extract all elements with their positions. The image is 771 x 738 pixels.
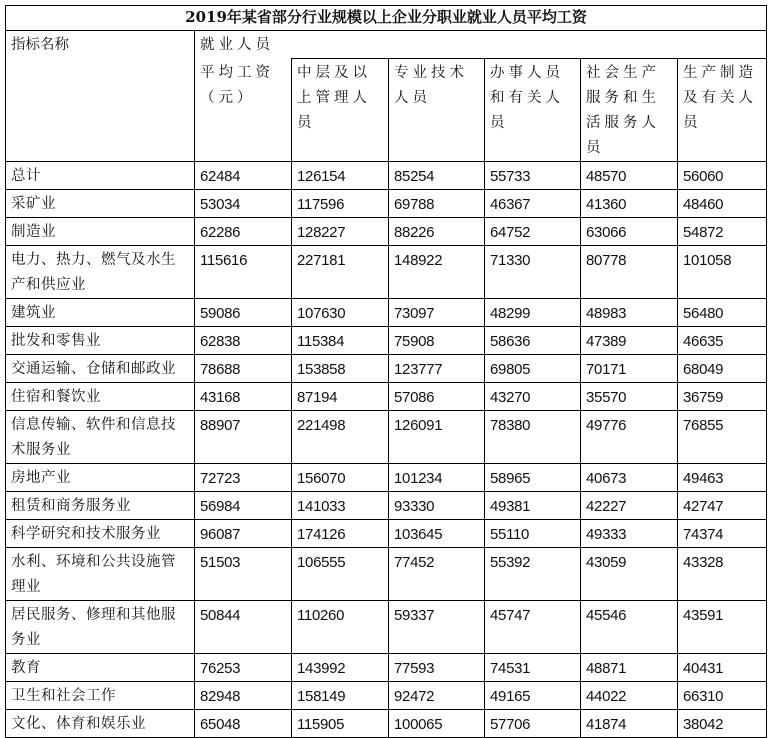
- row-name: 教育: [6, 654, 195, 682]
- row-name: 建筑业: [6, 299, 195, 327]
- row-value: 64752: [485, 218, 581, 246]
- row-value: 42747: [678, 492, 767, 520]
- row-value: 55110: [485, 520, 581, 548]
- row-value: 43168: [195, 383, 292, 411]
- table-row: [6, 682, 767, 710]
- row-name: 文化、体育和娱乐业: [6, 710, 195, 738]
- row-value: 49333: [581, 520, 678, 548]
- row-value: 45546: [581, 601, 678, 654]
- row-value: 115616: [195, 246, 292, 299]
- row-value: 76253: [195, 654, 292, 682]
- row-value: 48871: [581, 654, 678, 682]
- row-value: 101234: [389, 464, 485, 492]
- row-value: 68049: [678, 355, 767, 383]
- row-value: 46635: [678, 327, 767, 355]
- row-value: 110260: [292, 601, 389, 654]
- table-row: [6, 383, 767, 411]
- table-row: [6, 246, 767, 299]
- row-value: 46367: [485, 190, 581, 218]
- row-value: 57706: [485, 710, 581, 738]
- header-avg-wage-top-text: 就业人员: [200, 37, 274, 53]
- table-row: [6, 601, 767, 654]
- row-value: 115384: [292, 327, 389, 355]
- row-value: 51503: [195, 548, 292, 601]
- row-value: 69788: [389, 190, 485, 218]
- row-name: 交通运输、仓储和邮政业: [6, 355, 195, 383]
- row-value: 107630: [292, 299, 389, 327]
- row-value: 62484: [195, 162, 292, 190]
- row-value: 49381: [485, 492, 581, 520]
- table-row: [6, 190, 767, 218]
- row-value: 80778: [581, 246, 678, 299]
- row-value: 58636: [485, 327, 581, 355]
- table-row: [6, 355, 767, 383]
- row-value: 78380: [485, 411, 581, 464]
- row-value: 62838: [195, 327, 292, 355]
- row-name: 住宿和餐饮业: [6, 383, 195, 411]
- header-row-label: 指标名称: [6, 31, 195, 162]
- row-value: 55392: [485, 548, 581, 601]
- row-value: 63066: [581, 218, 678, 246]
- row-value: 115905: [292, 710, 389, 738]
- row-value: 174126: [292, 520, 389, 548]
- row-value: 72723: [195, 464, 292, 492]
- table-row: [6, 464, 767, 492]
- row-value: 87194: [292, 383, 389, 411]
- row-value: 74374: [678, 520, 767, 548]
- row-value: 96087: [195, 520, 292, 548]
- row-value: 47389: [581, 327, 678, 355]
- table-row: [6, 492, 767, 520]
- table-row: [6, 654, 767, 682]
- row-name: 租赁和商务服务业: [6, 492, 195, 520]
- row-value: 100065: [389, 710, 485, 738]
- header-col-production: 生产制造及有关人员: [678, 59, 767, 162]
- row-value: 92472: [389, 682, 485, 710]
- row-value: 58965: [485, 464, 581, 492]
- row-value: 69805: [485, 355, 581, 383]
- wage-table: [5, 5, 767, 738]
- row-value: 45747: [485, 601, 581, 654]
- row-value: 59086: [195, 299, 292, 327]
- header-avg-wage-top: [195, 31, 767, 59]
- table-row: [6, 162, 767, 190]
- row-value: 65048: [195, 710, 292, 738]
- row-name: 制造业: [6, 218, 195, 246]
- row-value: 82948: [195, 682, 292, 710]
- table-row: [6, 520, 767, 548]
- row-value: 71330: [485, 246, 581, 299]
- wage-table-container: [5, 5, 767, 738]
- table-row: [6, 411, 767, 464]
- row-value: 41360: [581, 190, 678, 218]
- row-name: 总计: [6, 162, 195, 190]
- row-name: 信息传输、软件和信息技术服务业: [6, 411, 195, 464]
- row-value: 43328: [678, 548, 767, 601]
- row-value: 117596: [292, 190, 389, 218]
- row-value: 85254: [389, 162, 485, 190]
- header-col-professional: 专业技术人员: [389, 59, 485, 162]
- header-avg-wage: 平均工资（元）: [195, 59, 292, 162]
- row-value: 40431: [678, 654, 767, 682]
- row-value: 48983: [581, 299, 678, 327]
- row-name: 水利、环境和公共设施管理业: [6, 548, 195, 601]
- row-value: 49165: [485, 682, 581, 710]
- row-value: 48299: [485, 299, 581, 327]
- row-name: 居民服务、修理和其他服务业: [6, 601, 195, 654]
- row-value: 42227: [581, 492, 678, 520]
- row-name: 卫生和社会工作: [6, 682, 195, 710]
- table-row: [6, 299, 767, 327]
- row-value: 35570: [581, 383, 678, 411]
- table-row: [6, 710, 767, 738]
- header-col-clerical: 办事人员和有关人员: [485, 59, 581, 162]
- row-value: 48570: [581, 162, 678, 190]
- row-value: 48460: [678, 190, 767, 218]
- row-value: 128227: [292, 218, 389, 246]
- row-value: 103645: [389, 520, 485, 548]
- row-value: 93330: [389, 492, 485, 520]
- row-value: 158149: [292, 682, 389, 710]
- row-value: 126091: [389, 411, 485, 464]
- table-row: [6, 327, 767, 355]
- row-value: 40673: [581, 464, 678, 492]
- row-value: 38042: [678, 710, 767, 738]
- row-value: 57086: [389, 383, 485, 411]
- row-value: 43059: [581, 548, 678, 601]
- row-value: 62286: [195, 218, 292, 246]
- row-value: 141033: [292, 492, 389, 520]
- row-value: 123777: [389, 355, 485, 383]
- row-value: 126154: [292, 162, 389, 190]
- row-value: 101058: [678, 246, 767, 299]
- row-value: 77593: [389, 654, 485, 682]
- row-name: 采矿业: [6, 190, 195, 218]
- row-value: 41874: [581, 710, 678, 738]
- row-value: 50844: [195, 601, 292, 654]
- row-value: 75908: [389, 327, 485, 355]
- row-value: 76855: [678, 411, 767, 464]
- header-col-management: 中层及以上管理人员: [292, 59, 389, 162]
- row-value: 74531: [485, 654, 581, 682]
- row-value: 56984: [195, 492, 292, 520]
- row-value: 59337: [389, 601, 485, 654]
- row-name: 批发和零售业: [6, 327, 195, 355]
- row-value: 143992: [292, 654, 389, 682]
- row-value: 77452: [389, 548, 485, 601]
- row-value: 78688: [195, 355, 292, 383]
- row-value: 106555: [292, 548, 389, 601]
- row-value: 54872: [678, 218, 767, 246]
- row-value: 43270: [485, 383, 581, 411]
- row-name: 科学研究和技术服务业: [6, 520, 195, 548]
- row-value: 156070: [292, 464, 389, 492]
- row-name: 电力、热力、燃气及水生产和供应业: [6, 246, 195, 299]
- table-row: [6, 548, 767, 601]
- row-value: 153858: [292, 355, 389, 383]
- row-value: 88907: [195, 411, 292, 464]
- row-name: 房地产业: [6, 464, 195, 492]
- row-value: 55733: [485, 162, 581, 190]
- row-value: 70171: [581, 355, 678, 383]
- row-value: 66310: [678, 682, 767, 710]
- row-value: 56060: [678, 162, 767, 190]
- row-value: 36759: [678, 383, 767, 411]
- row-value: 49776: [581, 411, 678, 464]
- header-col-service: 社会生产服务和生活服务人员: [581, 59, 678, 162]
- row-value: 148922: [389, 246, 485, 299]
- row-value: 73097: [389, 299, 485, 327]
- table-title: 2019年某省部分行业规模以上企业分职业就业人员平均工资: [6, 6, 767, 31]
- table-row: [6, 218, 767, 246]
- row-value: 44022: [581, 682, 678, 710]
- row-value: 56480: [678, 299, 767, 327]
- row-value: 49463: [678, 464, 767, 492]
- row-value: 221498: [292, 411, 389, 464]
- row-value: 43591: [678, 601, 767, 654]
- row-value: 88226: [389, 218, 485, 246]
- row-value: 53034: [195, 190, 292, 218]
- row-value: 227181: [292, 246, 389, 299]
